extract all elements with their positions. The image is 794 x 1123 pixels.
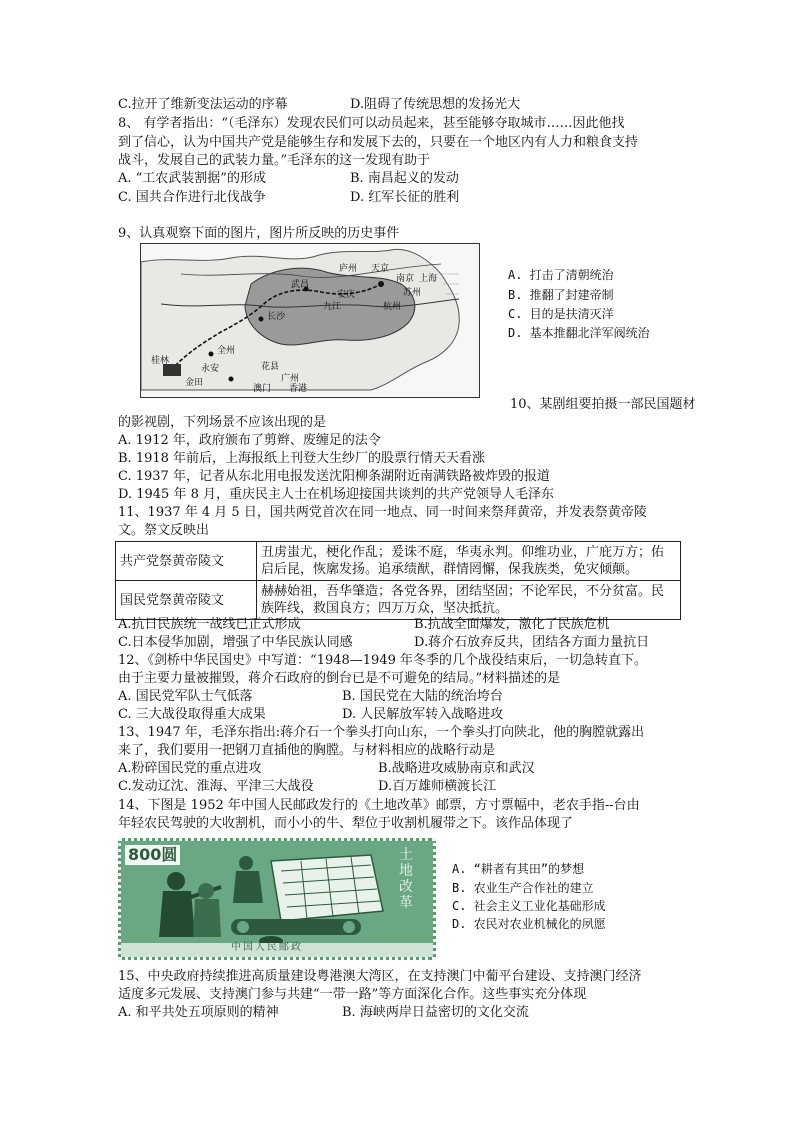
table-row bbox=[116, 542, 681, 581]
q10-option-b: B. 1918 年前后，上海报纸上刊登大生纱厂的股票行情天天看涨 bbox=[118, 451, 486, 466]
q11-option-d: D.蒋介石放弃反共，团结各方面力量抗日 bbox=[414, 635, 650, 650]
map-label-wuchang: 武昌 bbox=[291, 280, 310, 290]
q7-option-d: D.阻碍了传统思想的发扬光大 bbox=[350, 97, 521, 112]
q9-option-b: B. 推翻了封建帝制 bbox=[508, 288, 614, 302]
map-label-aomen: 澳门 bbox=[253, 384, 272, 394]
q15-stem-line1: 15、中央政府持续推进高质量建设粤港澳大湾区，在支持澳门中葡平台建设、支持澳门经济 bbox=[118, 969, 642, 984]
q11-stem-line1: 11、1937 年 4 月 5 日，国共两党首次在同一地点、同一时间来祭拜黄帝，并发表祭黄帝陵 bbox=[118, 505, 647, 520]
map-label-suzhou: 苏州 bbox=[403, 288, 422, 298]
map-label-quanzhou: 全州 bbox=[217, 346, 236, 356]
q13-option-b: B.战略进攻威胁南京和武汉 bbox=[378, 761, 535, 776]
map-label-hangzhou: 杭州 bbox=[383, 302, 402, 312]
q8-stem-line2: 到了信心，认为中国共产党是能够生存和发展下去的，只要在一个地区内有人力和粮食支持 bbox=[118, 135, 639, 150]
q11-option-c: C.日本侵华加剧，增强了中华民族认同感 bbox=[118, 635, 353, 650]
q10-stem-line1: 10、某剧组要拍摄一部民国题材 bbox=[510, 397, 696, 412]
map-label-huaxian: 花县 bbox=[261, 362, 280, 372]
q8-option-c: C. 国共合作进行北伐战争 bbox=[118, 190, 266, 205]
elegy-cpc-heading: 共产党祭黄帝陵文 bbox=[116, 542, 257, 581]
q11-stem-line2: 文。祭文反映出 bbox=[118, 523, 210, 538]
land-reform-stamp bbox=[118, 838, 436, 960]
stamp-footer: 中国人民邮政 bbox=[231, 942, 303, 953]
q15-stem-line2: 适度多元发展、支持澳门参与共建“一带一路”等方面深化合作。这些事实充分体现 bbox=[118, 987, 587, 1002]
map-label-anqing: 安庆 bbox=[337, 290, 356, 300]
map-label-nanjing: 南京 bbox=[396, 274, 415, 284]
map-label-jintian: 金田 bbox=[185, 378, 204, 388]
q14-option-d: D. 农民对农业机械化的夙愿 bbox=[452, 917, 606, 931]
q8-option-a: A. “工农武装割据”的形成 bbox=[118, 171, 266, 186]
q15-option-a: A. 和平共处五项原则的精神 bbox=[118, 1005, 279, 1020]
q9-stem: 9、认真观察下面的图片，图片所反映的历史事件 bbox=[118, 226, 400, 241]
map-label-guangzhou: 广州 bbox=[281, 374, 300, 384]
q7-option-c: C.拉开了维新变法运动的序幕 bbox=[118, 97, 288, 112]
q12-stem-line2: 由于主要力量被摧毁，蒋介石政府的倒台已是不可避免的结局。”材料描述的是 bbox=[118, 671, 561, 686]
q8-option-d: D. 红军长征的胜利 bbox=[350, 190, 460, 205]
map-label-xianggang: 香港 bbox=[289, 384, 308, 394]
elegy-kmt-heading: 国民党祭黄帝陵文 bbox=[116, 581, 257, 620]
q9-option-a: A. 打击了清朝统治 bbox=[508, 268, 614, 282]
q9-option-c: C. 目的是扶清灭洋 bbox=[508, 307, 614, 321]
q14-option-c: C. 社会主义工业化基础形成 bbox=[452, 899, 606, 913]
q12-option-b: B. 国民党在大陆的统治垮台 bbox=[342, 689, 503, 704]
q8-stem-line3: 战斗，发展自己的武装力量。”毛泽东的这一发现有助于 bbox=[118, 153, 431, 168]
q10-option-c: C. 1937 年，记者从东北用电报发送沈阳柳条湖附近南满铁路被炸毁的报道 bbox=[118, 469, 550, 484]
map-label-luzhou: 庐州 bbox=[339, 264, 358, 274]
stamp-title: 土地改革 bbox=[399, 847, 413, 911]
q10-option-a: A. 1912 年，政府颁布了剪辫、废缠足的法令 bbox=[118, 433, 381, 448]
map-label-yongan: 永安 bbox=[201, 364, 220, 374]
q13-stem-line1: 13、1947 年，毛泽东指出:蒋介石一个拳头打向山东，一个拳头打向陕北，他的胸膛就露出 bbox=[118, 725, 645, 740]
map-label-tianjing: 天京 bbox=[371, 264, 390, 274]
map-label-changsha: 长沙 bbox=[267, 312, 286, 322]
q12-stem-line1: 12、《剑桥中华民国史》中写道：“1948—1949 年冬季的几个战役结束后，一切急转直下。 bbox=[118, 653, 647, 668]
q8-stem-line1: 8、 有学者指出：“（毛泽东）发现农民们可以动员起来，甚至能够夺取城市……因此他找 bbox=[118, 116, 625, 131]
map-label-shanghai: 上海 bbox=[419, 274, 438, 284]
q14-option-a: A. “耕者有其田”的梦想 bbox=[452, 862, 585, 876]
q14-stem-line1: 14、下图是 1952 年中国人民邮政发行的《土地改革》邮票，方寸票幅中，老农手指--台由 bbox=[118, 798, 640, 813]
q10-stem-line2: 的影视剧，下列场景不应该出现的是 bbox=[118, 415, 327, 430]
q8-option-b: B. 南昌起义的发动 bbox=[350, 171, 459, 186]
q12-option-d: D. 人民解放军转入战略进攻 bbox=[342, 707, 504, 722]
q13-option-a: A.粉碎国民党的重点进攻 bbox=[118, 761, 262, 776]
elegy-cpc-text: 丑虏蚩尤，梗化作乱；爰诛不庭，华夷永判。仰维功业，广庇万方；佑启后昆，恢廓发扬。追承绩猷，群情罔懈，保我族类，免灾倾颠。 bbox=[257, 542, 681, 581]
map-label-guilin: 桂林 bbox=[151, 356, 170, 366]
q15-option-b: B. 海峡两岸日益密切的文化交流 bbox=[342, 1005, 529, 1020]
stamp-denomination: 800圆 bbox=[125, 845, 180, 865]
q11-option-b: B.抗战全面爆发，激化了民族危机 bbox=[414, 617, 610, 632]
q14-option-b: B. 农业生产合作社的建立 bbox=[452, 881, 594, 895]
table-row bbox=[116, 581, 681, 620]
q11-elegy-table bbox=[115, 541, 681, 620]
q13-option-d: D.百万雄师横渡长江 bbox=[378, 779, 497, 794]
q14-stem-line2: 年轻农民驾驶的大收割机，而小小的牛、犁位于收割机履带之下。该作品体现了 bbox=[118, 816, 574, 831]
taiping-map bbox=[140, 243, 480, 398]
q11-option-a: A.抗日民族统一战线已正式形成 bbox=[118, 617, 301, 632]
q10-option-d: D. 1945 年 8 月，重庆民主人士在机场迎接国共谈判的共产党领导人毛泽东 bbox=[118, 487, 554, 502]
q9-option-d: D. 基本推翻北洋军阀统治 bbox=[508, 326, 650, 340]
map-label-jiujiang: 九江 bbox=[323, 302, 342, 312]
q13-option-c: C.发动辽沈、淮海、平津三大战役 bbox=[118, 779, 314, 794]
q13-stem-line2: 来了，我们要用一把钢刀直插他的胸膛。与材料相应的战略行动是 bbox=[118, 743, 496, 758]
elegy-kmt-text: 赫赫始祖，吾华肇造；各党各界，团结坚固；不论军民，不分贫富。民族阵线，救国良方；四万万众，坚决抵抗。 bbox=[257, 581, 681, 620]
q12-option-a: A. 国民党军队士气低落 bbox=[118, 689, 253, 704]
q12-option-c: C. 三大战役取得重大成果 bbox=[118, 707, 266, 722]
